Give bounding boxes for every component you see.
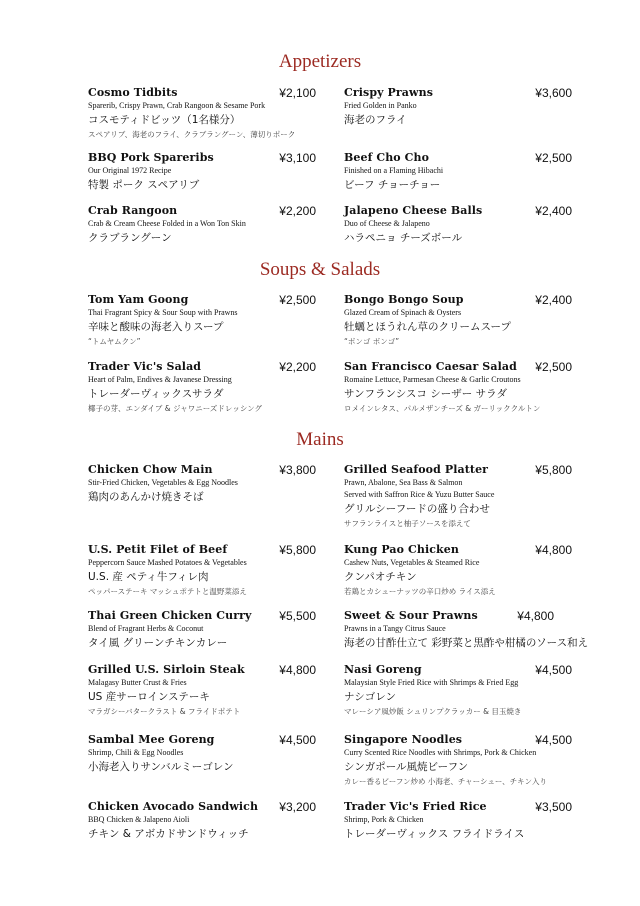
- menu-item: [88, 463, 316, 505]
- item-price: ¥4,800: [535, 543, 572, 557]
- item-description: Crab & Cream Cheese Folded in a Won Ton Skin: [88, 219, 246, 228]
- item-description: Malagasy Butter Crust & Fries: [88, 678, 187, 687]
- item-japanese-name: ビーフ チョーチョー: [344, 179, 441, 191]
- item-price: ¥3,800: [279, 463, 316, 477]
- item-name: Singapore Noodles: [344, 733, 463, 746]
- menu-item: [88, 86, 316, 141]
- menu-item: [88, 151, 316, 193]
- item-description: Blend of Fragrant Herbs & Coconut: [88, 624, 204, 633]
- item-name: Kung Pao Chicken: [344, 543, 459, 556]
- item-name: Chicken Avocado Sandwich: [88, 800, 259, 813]
- item-name: Grilled Seafood Platter: [344, 463, 489, 476]
- menu-item: [88, 543, 316, 598]
- item-japanese-name: ナシゴレン: [344, 691, 397, 703]
- item-description: Cashew Nuts, Vegetables & Steamed Rice: [344, 558, 480, 567]
- item-japanese-note: スペアリブ、海老のフライ、クラブラングーン、薄切りポーク: [88, 130, 296, 139]
- item-price: ¥4,500: [279, 733, 316, 747]
- item-japanese-name: U.S. 産 ペティ牛フィレ肉: [88, 571, 209, 583]
- item-japanese-name: グリルシーフードの盛り合わせ: [344, 503, 490, 515]
- item-japanese-note: マレーシア風炒飯 シュリンプクラッカー & 目玉焼き: [344, 707, 522, 716]
- item-name: Crispy Prawns: [344, 86, 433, 99]
- item-name: Trader Vic's Fried Rice: [344, 800, 487, 813]
- item-price: ¥5,500: [279, 609, 316, 623]
- item-japanese-note: ペッパーステーキ マッシュポテトと温野菜添え: [88, 587, 247, 596]
- menu-item: [344, 360, 572, 415]
- item-name: Jalapeno Cheese Balls: [344, 204, 483, 217]
- item-description: Prawn, Abalone, Sea Bass & Salmon: [344, 478, 463, 487]
- menu-item: [344, 663, 572, 718]
- item-japanese-name: 辛味と酸味の海老入りスープ: [88, 321, 224, 333]
- item-price: ¥4,800: [279, 663, 316, 677]
- item-price: ¥2,400: [535, 204, 572, 218]
- menu-item: [344, 204, 572, 246]
- item-description: Our Original 1972 Recipe: [88, 166, 172, 175]
- item-description: Fried Golden in Panko: [344, 101, 417, 110]
- item-name: Trader Vic's Salad: [88, 360, 202, 373]
- item-name: U.S. Petit Filet of Beef: [88, 543, 228, 556]
- item-japanese-name: クラブラングーン: [88, 232, 172, 244]
- menu-item: [88, 360, 316, 415]
- item-japanese-name: チキン & アボカドサンドウィッチ: [88, 828, 249, 840]
- menu-item: [88, 609, 316, 651]
- item-japanese-name: 特製 ポーク スペアリブ: [88, 179, 200, 191]
- item-japanese-name: シンガポール風焼ビーフン: [344, 761, 469, 773]
- item-price: ¥4,500: [535, 663, 572, 677]
- item-japanese-note: マラガシーバタークラスト & フライドポテト: [88, 707, 241, 716]
- menu-item: [344, 733, 572, 788]
- item-description: Heart of Palm, Endives & Javanese Dressing: [88, 375, 232, 384]
- item-description: Curry Scented Rice Noodles with Shrimps, Pork & Chicken: [344, 748, 537, 757]
- item-price: ¥3,500: [535, 800, 572, 814]
- item-name: Beef Cho Cho: [344, 151, 430, 164]
- item-description: Thai Fragrant Spicy & Sour Soup with Prawns: [88, 308, 238, 317]
- item-description: Malaysian Style Fried Rice with Shrimps & Fried Egg: [344, 678, 519, 687]
- item-description: Romaine Lettuce, Parmesan Cheese & Garlic Croutons: [344, 375, 521, 384]
- item-price: ¥2,400: [535, 293, 572, 307]
- item-name: Nasi Goreng: [344, 663, 422, 676]
- section-heading: Soups & Salads: [259, 259, 381, 280]
- section-heading: Mains: [296, 429, 344, 450]
- item-price: ¥2,500: [535, 151, 572, 165]
- item-price: ¥2,200: [279, 204, 316, 218]
- item-japanese-name: クンパオチキン: [344, 571, 417, 583]
- menu-item: [88, 204, 316, 246]
- item-price: ¥4,500: [535, 733, 572, 747]
- section-heading: Appetizers: [278, 51, 362, 72]
- item-name: BBQ Pork Spareribs: [88, 151, 214, 164]
- item-japanese-name: サンフランシスコ シーザー サラダ: [344, 388, 507, 400]
- item-description: Glazed Cream of Spinach & Oysters: [344, 308, 462, 317]
- item-japanese-note: サフランライスと柚子ソースを添えて: [344, 519, 471, 528]
- item-name: Tom Yam Goong: [88, 293, 189, 306]
- menu-item: [344, 86, 572, 128]
- item-japanese-name: 海老のフライ: [344, 114, 407, 126]
- item-japanese-note: “ボンゴ ボンゴ”: [344, 337, 400, 346]
- menu-item: [344, 151, 572, 193]
- item-price: ¥3,600: [535, 86, 572, 100]
- menu-item: [344, 609, 589, 651]
- item-price: ¥2,200: [279, 360, 316, 374]
- item-price: ¥3,200: [279, 800, 316, 814]
- item-name: Grilled U.S. Sirloin Steak: [88, 663, 245, 676]
- item-japanese-name: 海老の甘酢仕立て 彩野菜と黒酢や柑橘のソース和え: [344, 637, 589, 649]
- item-price: ¥2,500: [279, 293, 316, 307]
- item-name: Bongo Bongo Soup: [344, 293, 464, 306]
- item-name: Sweet & Sour Prawns: [344, 609, 478, 622]
- item-description: Prawns in a Tangy Citrus Sauce: [344, 624, 446, 633]
- item-japanese-name: トレーダーヴィックスサラダ: [88, 388, 224, 400]
- item-description: Stir-Fried Chicken, Vegetables & Egg Noodles: [88, 478, 238, 487]
- menu-item: [344, 463, 572, 530]
- item-japanese-name: US 産サーロインステーキ: [88, 691, 210, 703]
- item-price: ¥5,800: [279, 543, 316, 557]
- menu-item: [344, 543, 572, 598]
- item-name: San Francisco Caesar Salad: [344, 360, 517, 373]
- item-japanese-note: 若鶏とカシューナッツの辛口炒め ライス添え: [344, 587, 496, 596]
- item-price: ¥5,800: [535, 463, 572, 477]
- menu-item: [88, 293, 316, 348]
- item-japanese-note: “トムヤムクン”: [88, 337, 141, 346]
- menu-item: [88, 733, 316, 775]
- item-description: Shrimp, Chili & Egg Noodles: [88, 748, 184, 757]
- item-japanese-name: 牡蠣とほうれん草のクリームスープ: [344, 321, 511, 333]
- item-japanese-name: ハラペニョ チーズボール: [344, 232, 463, 244]
- item-description: Peppercorn Sauce Mashed Potatoes & Vegetables: [88, 558, 247, 567]
- item-name: Crab Rangoon: [88, 204, 178, 217]
- item-description: Served with Saffron Rice & Yuzu Butter Sauce: [344, 490, 495, 499]
- item-japanese-name: 鶏肉のあんかけ焼きそば: [88, 491, 204, 503]
- item-description: Sparerib, Crispy Prawn, Crab Rangoon & Sesame Pork: [88, 101, 266, 110]
- item-price: ¥4,800: [517, 609, 554, 623]
- item-description: Shrimp, Pork & Chicken: [344, 815, 424, 824]
- menu-item: [344, 293, 572, 348]
- item-description: BBQ Chicken & Jalapeno Aioli: [88, 815, 190, 824]
- item-price: ¥2,500: [535, 360, 572, 374]
- item-price: ¥3,100: [279, 151, 316, 165]
- item-japanese-note: 椰子の芽、エンダイブ & ジャワニーズドレッシング: [88, 404, 263, 413]
- item-japanese-name: トレーダーヴィックス フライドライス: [344, 828, 525, 840]
- item-name: Cosmo Tidbits: [88, 86, 178, 99]
- item-name: Chicken Chow Main: [88, 463, 213, 476]
- item-name: Thai Green Chicken Curry: [88, 609, 252, 622]
- item-japanese-name: 小海老入りサンバルミーゴレン: [88, 761, 234, 773]
- item-japanese-name: タイ風 グリーンチキンカレー: [88, 637, 228, 649]
- item-price: ¥2,100: [279, 86, 316, 100]
- item-description: Finished on a Flaming Hibachi: [344, 166, 444, 175]
- menu-item: [88, 663, 316, 718]
- item-name: Sambal Mee Goreng: [88, 733, 215, 746]
- menu-item: [88, 800, 316, 842]
- item-japanese-name: コスモティドビッツ（1名様分）: [88, 114, 241, 126]
- menu-item: [344, 800, 572, 842]
- item-japanese-note: ロメインレタス、パルメザンチーズ & ガーリッククルトン: [344, 404, 541, 413]
- item-description: Duo of Cheese & Jalapeno: [344, 219, 430, 228]
- item-japanese-note: カレー香るビーフン炒め 小海老、チャーシュー、チキン入り: [344, 777, 548, 786]
